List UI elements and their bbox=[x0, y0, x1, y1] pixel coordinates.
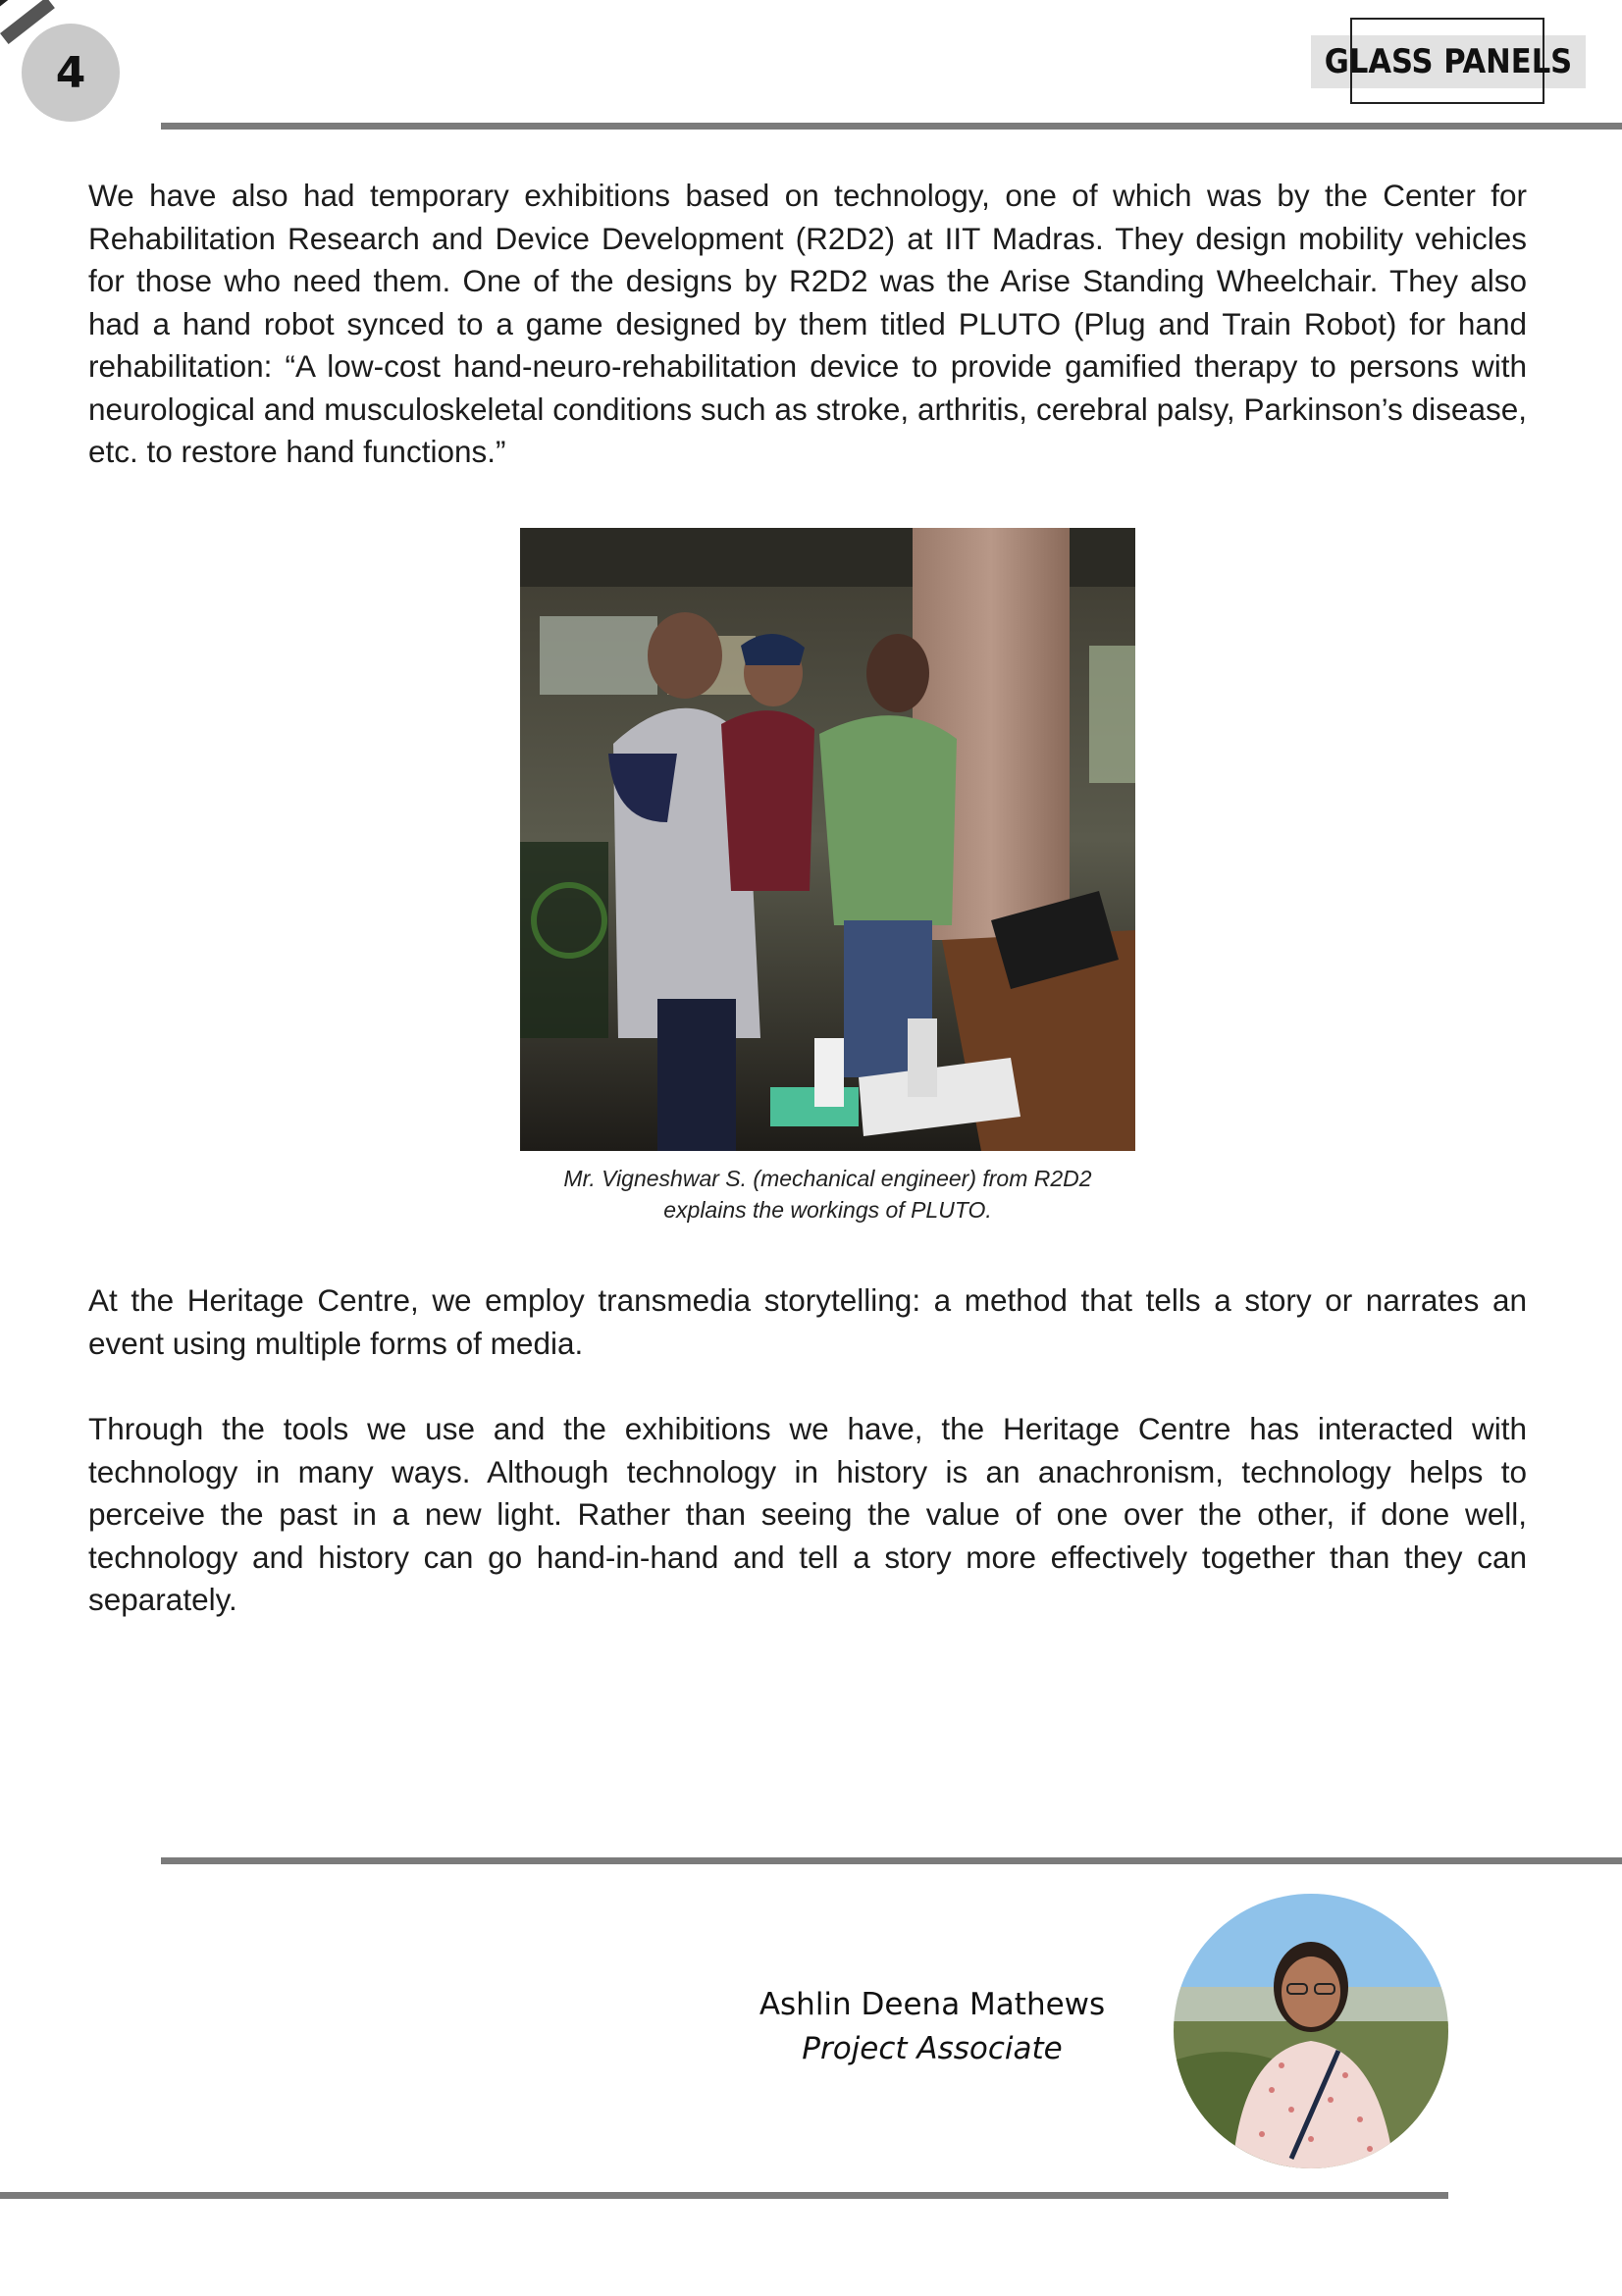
page-number-badge bbox=[22, 24, 120, 122]
exhibition-photo-image bbox=[520, 528, 1135, 1151]
author-avatar bbox=[1174, 1894, 1448, 2168]
body-paragraph-3: Through the tools we use and the exhibitions we have, the Heritage Centre has interacted with technology in many ways. Although technology in history is an anachronism, technology helps to perceive the past in a new light. Rather than seeing the value of one over the other, if done well, technology and history can go hand-in-hand and tell a story more effectively together than they can separately. bbox=[88, 1411, 1527, 1617]
caption-line-1: Mr. Vigneshwar S. (mechanical engineer) from R2D2 bbox=[563, 1166, 1092, 1191]
author-divider bbox=[161, 1857, 1622, 1864]
body-paragraph-2: At the Heritage Centre, we employ transmedia storytelling: a method that tells a story or narrates an event using multiple forms of media. bbox=[88, 1282, 1527, 1361]
caption-line-2: explains the workings of PLUTO. bbox=[663, 1197, 992, 1223]
author-name: Ashlin Deena Mathews bbox=[759, 1987, 1106, 2022]
page-number: 4 bbox=[55, 47, 86, 98]
section-title: GLASS PANELS bbox=[1324, 42, 1573, 81]
figure-caption bbox=[422, 1163, 1233, 1226]
bottom-divider bbox=[0, 2192, 1448, 2199]
author-role: Project Associate bbox=[802, 2031, 1063, 2066]
top-divider bbox=[161, 123, 1622, 130]
body-paragraph-1: We have also had temporary exhibitions based on technology, one of which was by the Center for Rehabilitation Research and Device Development (R2D2) at IIT Madras. They design mobility vehicles for those who need them. One of the designs by R2D2 was the Arise Standing Wheelchair. They also had a hand robot synced to a game designed by them titled PLUTO (Plug and Train Robot) for hand rehabilitation: “A low-cost hand-neuro-rehabilitation device to provide gamified therapy to persons with neurological and musculoskeletal conditions such as stroke, arthritis, cerebral palsy, Parkinson’s disease, etc. to restore hand functions.” bbox=[88, 178, 1527, 469]
figure-photo bbox=[520, 528, 1135, 1151]
author-photo-image bbox=[1174, 1894, 1448, 2168]
